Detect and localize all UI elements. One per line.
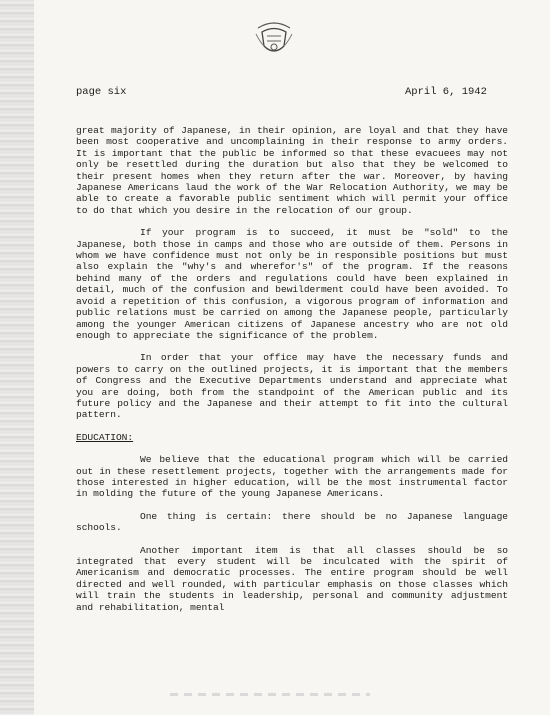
paragraph: Another important item is that all classes should be so integrated that every student will be inculcated with the spirit of Americanism and democratic processes. The entire program should be well directed and well rounded, with particular emphasis on those classes which will train the students in leadership, personal and community adjustment and rehabilitation, mental <box>76 544 508 613</box>
page-number: page six <box>76 86 127 98</box>
letterhead-seal-icon <box>252 16 296 60</box>
letter-body <box>76 125 508 624</box>
paragraph: If your program is to succeed, it must be "sold" to the Japanese, both those in camps and those who are outside of them. Persons in whom we have confidence must not only be in responsible positions but must also explain the "why's and wherefor's" of the program. If the reasons behind many of the orders and regulations could have been explained in detail, much of the confusion and bewilderment could have been avoided. To avoid a repetition of this confusion, a vigorous program of information and public relations must be carried on among the Japanese people, particularly among the younger American citizens of Japanese ancestry who are not old enough to appreciate the significance of the problem. <box>76 227 508 341</box>
paragraph: We believe that the educational program which will be carried out in these resettlement projects, together with the arrangements made for those interested in higher education, will be the most instrumental factor in molding the future of the young Japanese Americans. <box>76 454 508 500</box>
paragraph: In order that your office may have the necessary funds and powers to carry on the outlined projects, it is important that the members of Congress and the Executive Departments understand and appreciate what you are doing, both from the standpoint of the American public and its future policy and the Japanese and their attempt to fit into the cultural pattern. <box>76 352 508 421</box>
letter-date: April 6, 1942 <box>405 86 487 98</box>
scanned-binding-edge <box>0 0 34 715</box>
section-heading-education: EDUCATION: <box>76 431 134 443</box>
paragraph: One thing is certain: there should be no Japanese language schools. <box>76 510 508 534</box>
faded-footer-mark <box>170 693 370 696</box>
paragraph: great majority of Japanese, in their opinion, are loyal and that they have been most cooperative and uncomplaining in their response to army orders. It is important that the public be informed so that these evacuees may not only be resettled during the duration but also that they be welcomed to their present homes when they return after the war. Moreover, by having Japanese Americans laud the work of the War Relocation Authority, we may be able to create a favorable public sentiment which will permit your office to do that which you desire in the relocation of our group. <box>76 125 508 216</box>
